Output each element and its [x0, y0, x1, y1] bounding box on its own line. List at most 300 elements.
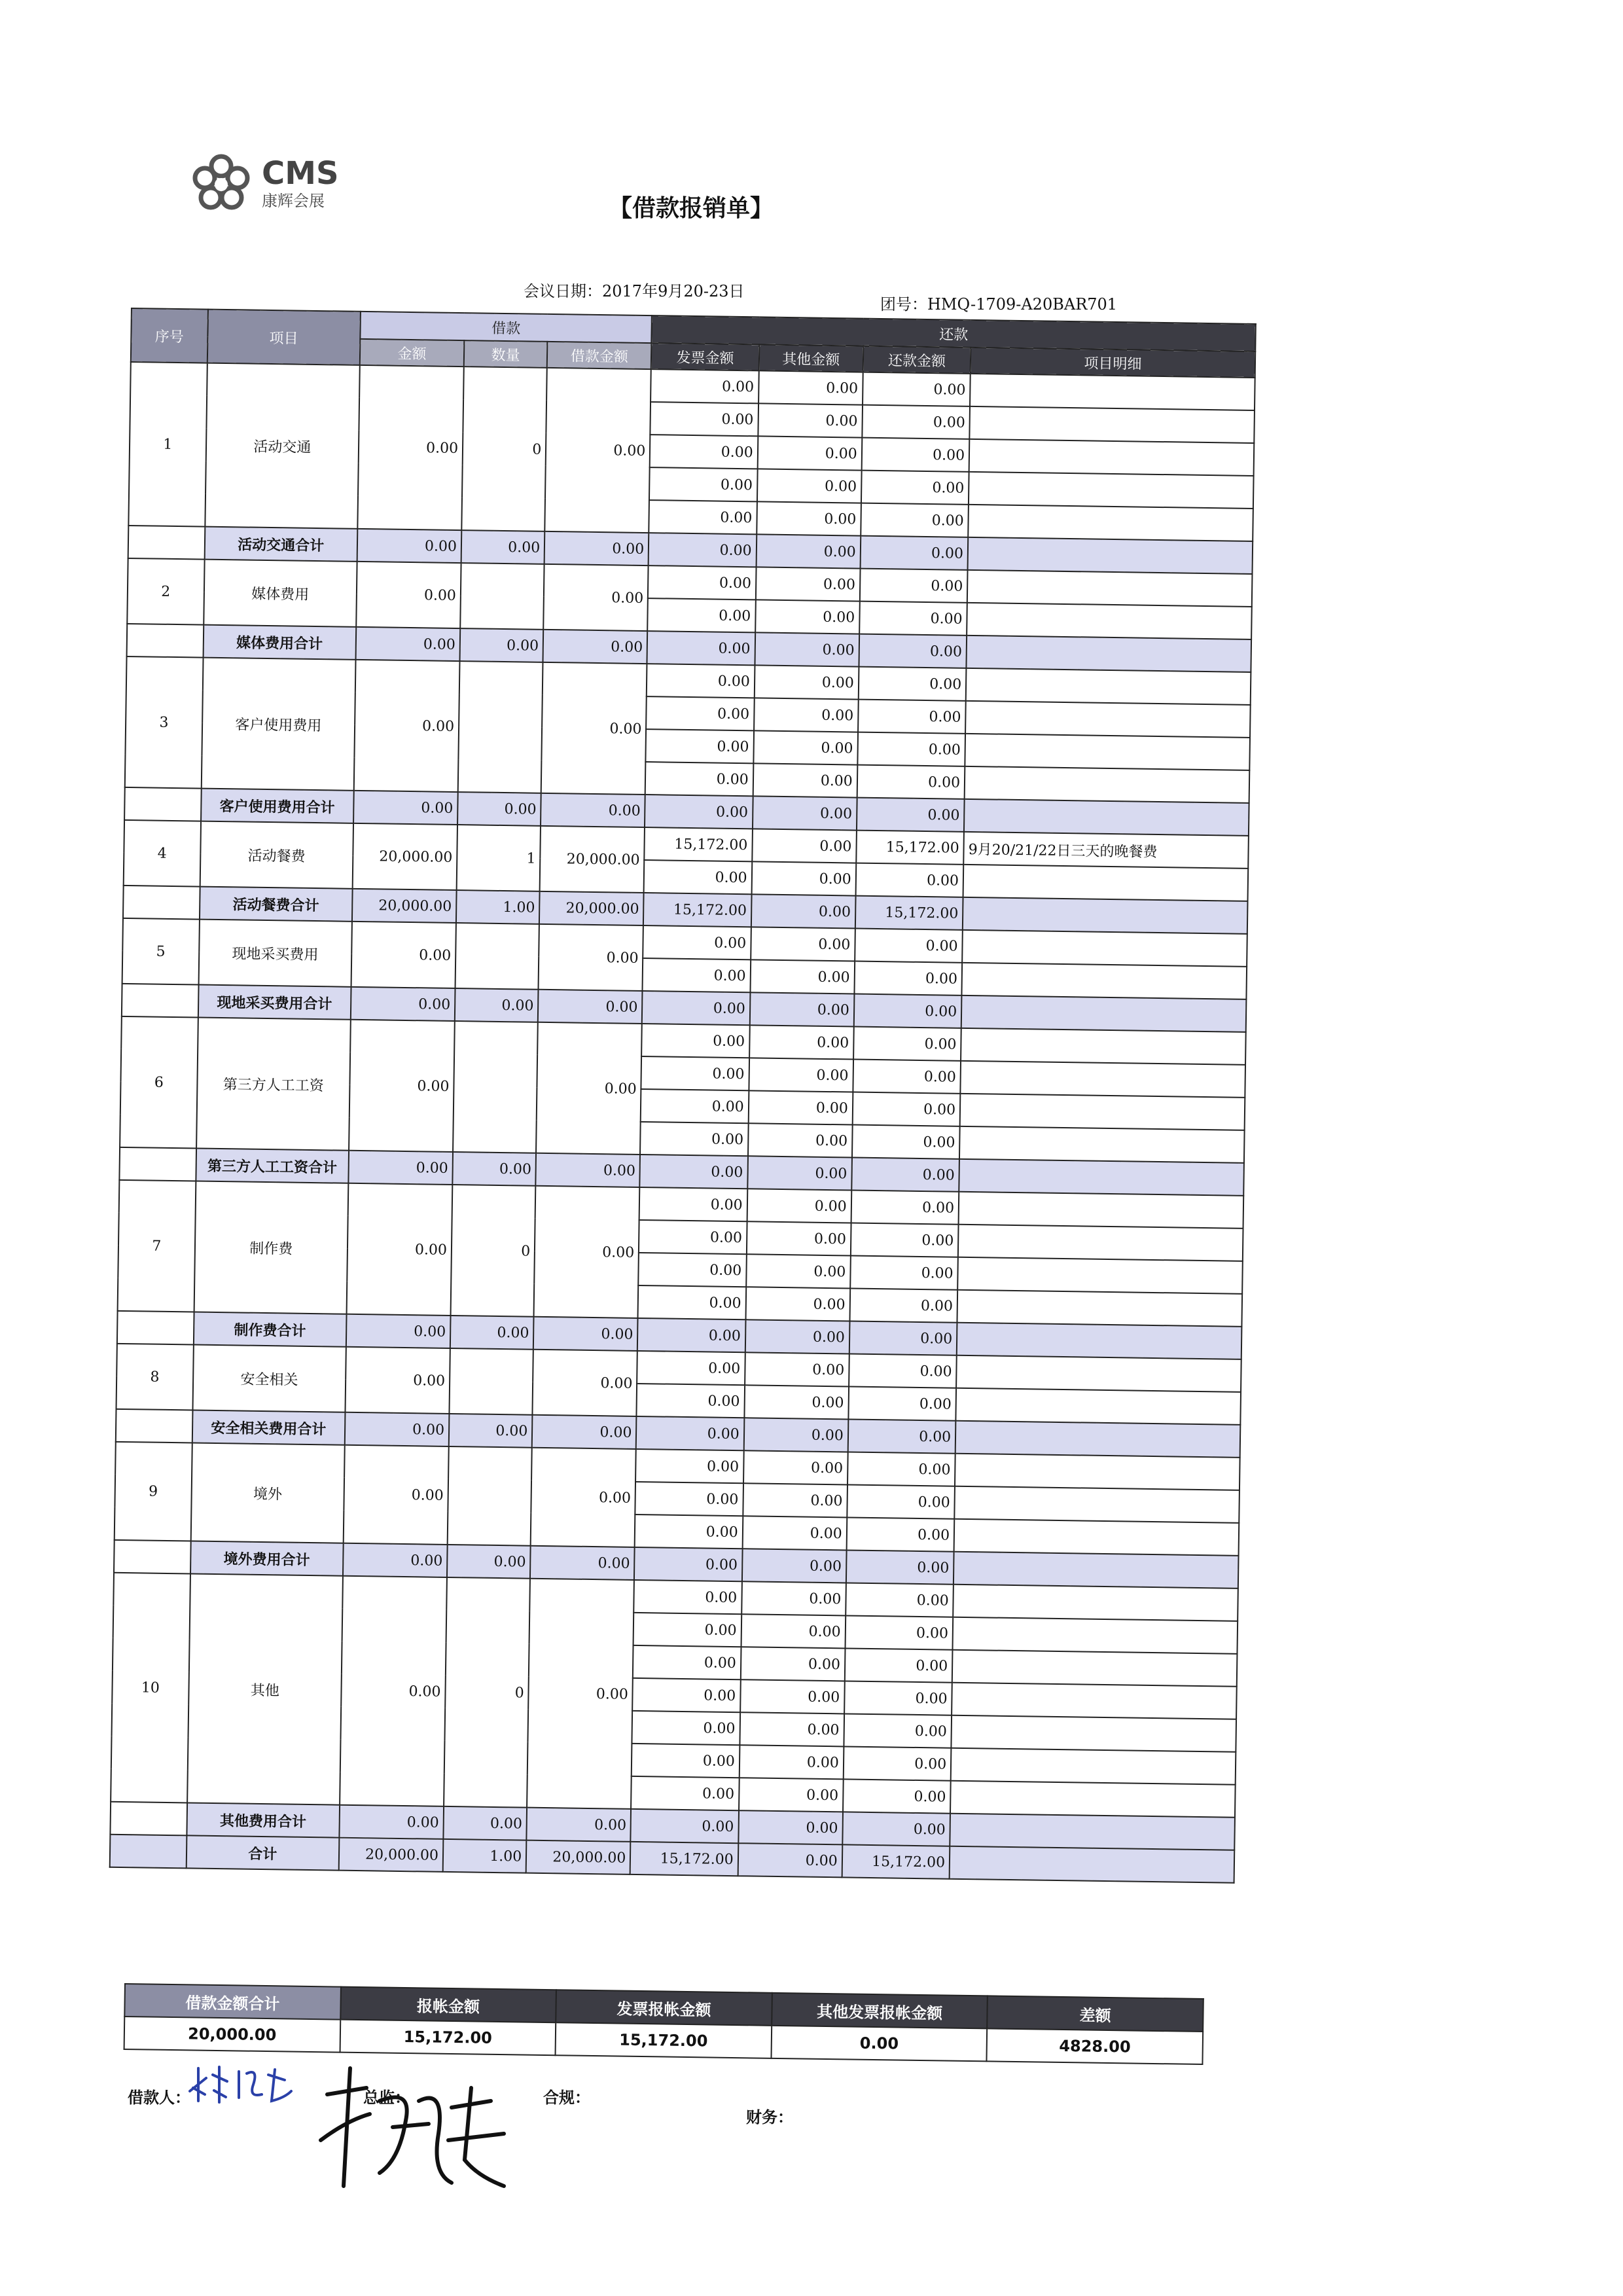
- row-invoice-amount: 0.00: [647, 664, 755, 698]
- summary-header: 发票报帐金额: [556, 1990, 772, 2026]
- row-other-amount: 0.00: [753, 730, 858, 764]
- row-repay-amount: 0.00: [843, 1746, 951, 1780]
- borrower-label: 借款人：: [128, 2089, 190, 2107]
- row-invoice-amount: 0.00: [633, 1613, 741, 1647]
- row-item: 境外: [190, 1443, 344, 1543]
- subtotal-loan-amount: 0.00: [536, 1153, 641, 1187]
- subtotal-invoice-amount: 0.00: [645, 795, 753, 829]
- meeting-date: 会议日期：2017年9月20-23日: [524, 282, 745, 300]
- summary-difference: 4828.00: [987, 2028, 1203, 2064]
- subtotal-qty: 0.00: [452, 1152, 536, 1186]
- header-qty: 数量: [464, 340, 548, 368]
- subtotal-blank: [123, 886, 200, 920]
- subtotal-qty: 0.00: [455, 988, 539, 1022]
- row-qty: [449, 1348, 533, 1415]
- subtotal-detail: [959, 1159, 1244, 1196]
- subtotal-other-amount: 0.00: [751, 894, 856, 928]
- row-detail: [967, 570, 1253, 607]
- subtotal-invoice-amount: 0.00: [642, 991, 750, 1025]
- subtotal-repay-amount: 0.00: [860, 536, 968, 570]
- summary-header: 差额: [988, 1996, 1204, 2032]
- summary-invoice-reimbursed: 15,172.00: [556, 2022, 772, 2058]
- total-other-amount: 0.00: [738, 1843, 842, 1877]
- header-amount: 金额: [360, 339, 465, 367]
- row-item: 活动交通: [205, 363, 360, 529]
- row-item: 安全相关: [192, 1344, 346, 1412]
- row-seq: 8: [116, 1344, 194, 1410]
- row-detail: [957, 1257, 1243, 1294]
- row-amount: 0.00: [354, 660, 460, 792]
- header-loan-amount: 借款金额: [547, 342, 652, 369]
- row-invoice-amount: 0.00: [633, 1645, 741, 1679]
- subtotal-amount: 0.00: [346, 1314, 451, 1348]
- row-other-amount: 0.00: [747, 1221, 851, 1255]
- row-detail: [952, 1650, 1238, 1687]
- row-invoice-amount: 0.00: [638, 1285, 746, 1319]
- row-repay-amount: 0.00: [851, 1223, 959, 1257]
- subtotal-loan-amount: 0.00: [541, 793, 645, 827]
- header-seq: 序号: [131, 308, 208, 363]
- subtotal-detail: [963, 897, 1248, 934]
- row-invoice-amount: 0.00: [646, 696, 754, 730]
- row-detail: [969, 439, 1255, 476]
- subtotal-invoice-amount: 15,172.00: [643, 893, 751, 927]
- row-other-amount: 0.00: [751, 861, 856, 895]
- row-detail: [961, 1028, 1246, 1065]
- subtotal-label: 现地采买费用合计: [198, 985, 351, 1020]
- subtotal-repay-amount: 0.00: [842, 1812, 950, 1846]
- row-invoice-amount: 0.00: [635, 1482, 743, 1516]
- row-other-amount: 0.00: [749, 1058, 853, 1092]
- row-loan-amount: 0.00: [533, 1350, 637, 1416]
- row-item: 媒体费用: [204, 560, 357, 627]
- subtotal-qty: 0.00: [460, 628, 544, 662]
- row-other-amount: 0.00: [739, 1778, 844, 1812]
- row-loan-amount: 20,000.00: [540, 826, 645, 893]
- header-detail: 项目明细: [971, 348, 1255, 378]
- expense-table-body: [110, 362, 1255, 1883]
- row-other-amount: 0.00: [743, 1450, 848, 1484]
- summary-header: 报帐金额: [340, 1987, 556, 2023]
- row-amount: 0.00: [344, 1445, 449, 1545]
- subtotal-repay-amount: 0.00: [857, 798, 965, 832]
- subtotal-qty: 0.00: [449, 1414, 533, 1448]
- row-other-amount: 0.00: [741, 1614, 846, 1648]
- row-invoice-amount: 0.00: [641, 1056, 749, 1090]
- row-repay-amount: 0.00: [847, 1452, 955, 1486]
- row-seq: 10: [111, 1573, 190, 1803]
- row-repay-amount: 15,172.00: [856, 831, 964, 865]
- row-invoice-amount: 0.00: [637, 1384, 745, 1418]
- row-repay-amount: 0.00: [855, 929, 963, 963]
- total-label: 合计: [186, 1835, 339, 1870]
- subtotal-invoice-amount: 0.00: [634, 1547, 742, 1581]
- total-blank: [110, 1835, 187, 1869]
- row-repay-amount: 0.00: [859, 601, 967, 636]
- row-invoice-amount: 0.00: [650, 435, 758, 469]
- row-repay-amount: 0.00: [850, 1255, 958, 1289]
- subtotal-repay-amount: 0.00: [849, 1321, 957, 1355]
- row-invoice-amount: 15,172.00: [645, 827, 753, 861]
- row-detail: [954, 1486, 1240, 1523]
- row-repay-amount: 0.00: [847, 1484, 955, 1518]
- subtotal-other-amount: 0.00: [756, 534, 861, 568]
- subtotal-qty: 1.00: [456, 890, 540, 924]
- row-invoice-amount: 0.00: [644, 860, 752, 894]
- subtotal-label: 安全相关费用合计: [192, 1410, 345, 1444]
- row-detail: [960, 1094, 1245, 1130]
- row-repay-amount: 0.00: [863, 372, 971, 406]
- subtotal-blank: [127, 624, 204, 658]
- row-seq: 5: [122, 918, 200, 985]
- subtotal-repay-amount: 0.00: [854, 994, 962, 1028]
- subtotal-repay-amount: 0.00: [847, 1419, 955, 1453]
- row-invoice-amount: 0.00: [651, 369, 758, 403]
- row-repay-amount: 0.00: [858, 700, 966, 734]
- subtotal-label: 活动交通合计: [204, 527, 357, 562]
- row-other-amount: 0.00: [742, 1516, 847, 1550]
- total-qty: 1.00: [443, 1839, 527, 1873]
- row-invoice-amount: 0.00: [635, 1515, 743, 1549]
- row-repay-amount: 0.00: [857, 765, 965, 799]
- row-amount: 0.00: [345, 1347, 450, 1414]
- row-repay-amount: 0.00: [853, 1027, 961, 1061]
- document-title: 【借款报销单】: [609, 194, 774, 222]
- subtotal-amount: 0.00: [343, 1543, 448, 1577]
- logo-subtitle: 康辉会展: [262, 192, 325, 210]
- row-repay-amount: 0.00: [854, 961, 962, 996]
- header-other-amount: 其他金额: [758, 344, 863, 372]
- row-seq: 7: [118, 1180, 196, 1312]
- row-loan-amount: 0.00: [543, 564, 648, 631]
- row-loan-amount: 0.00: [534, 1186, 640, 1318]
- row-qty: [453, 1021, 538, 1153]
- row-repay-amount: 0.00: [845, 1615, 953, 1649]
- subtotal-qty: 0.00: [461, 530, 545, 564]
- row-detail: [970, 374, 1255, 410]
- row-detail: [954, 1519, 1240, 1556]
- subtotal-loan-amount: 0.00: [527, 1808, 632, 1842]
- row-repay-amount: 0.00: [859, 667, 967, 701]
- row-repay-amount: 0.00: [848, 1386, 956, 1420]
- subtotal-invoice-amount: 0.00: [636, 1416, 744, 1450]
- total-amount: 20,000.00: [339, 1838, 444, 1872]
- row-detail: [966, 668, 1251, 705]
- row-repay-amount: 0.00: [849, 1288, 957, 1322]
- row-other-amount: 0.00: [757, 501, 861, 535]
- row-seq: 6: [120, 1016, 198, 1149]
- row-seq: 9: [115, 1442, 192, 1541]
- header-repay-amount: 还款金额: [863, 346, 971, 374]
- row-invoice-amount: 0.00: [640, 1122, 748, 1156]
- row-detail: [952, 1683, 1237, 1719]
- row-seq: 1: [128, 362, 207, 527]
- row-loan-amount: 0.00: [541, 662, 647, 795]
- subtotal-label: 其他费用合计: [187, 1803, 340, 1837]
- summary-loan-total: 20,000.00: [124, 2017, 340, 2053]
- row-detail: [953, 1585, 1238, 1621]
- subtotal-blank: [122, 984, 198, 1018]
- header-loan: 借款: [360, 312, 652, 343]
- subtotal-loan-amount: 0.00: [532, 1415, 637, 1449]
- subtotal-detail: [967, 636, 1252, 672]
- subtotal-other-amount: 0.00: [755, 632, 859, 666]
- row-invoice-amount: 0.00: [631, 1776, 739, 1810]
- subtotal-label: 活动餐费合计: [200, 887, 353, 922]
- row-other-amount: 0.00: [748, 1123, 853, 1157]
- subtotal-invoice-amount: 0.00: [640, 1155, 748, 1189]
- row-qty: [460, 563, 544, 630]
- total-repay-amount: 15,172.00: [842, 1844, 950, 1878]
- row-seq: 2: [127, 558, 204, 625]
- row-invoice-amount: 0.00: [648, 565, 756, 600]
- row-item: 第三方人工工资: [196, 1018, 351, 1151]
- subtotal-qty: 0.00: [450, 1316, 534, 1350]
- row-repay-amount: 0.00: [853, 1060, 961, 1094]
- row-qty: 1: [457, 825, 541, 891]
- subtotal-qty: 0.00: [443, 1806, 527, 1840]
- subtotal-loan-amount: 20,000.00: [539, 891, 644, 925]
- row-other-amount: 0.00: [754, 698, 859, 732]
- header-item: 项目: [207, 310, 360, 365]
- row-detail: [963, 865, 1249, 901]
- row-qty: 0: [461, 367, 547, 531]
- row-detail: [958, 1225, 1243, 1261]
- row-amount: 0.00: [340, 1576, 447, 1806]
- subtotal-other-amount: 0.00: [738, 1810, 843, 1844]
- row-loan-amount: 0.00: [539, 924, 643, 991]
- row-other-amount: 0.00: [755, 600, 860, 634]
- subtotal-amount: 0.00: [357, 529, 462, 563]
- row-invoice-amount: 0.00: [639, 1187, 747, 1221]
- row-invoice-amount: 0.00: [632, 1711, 740, 1745]
- row-repay-amount: 0.00: [849, 1354, 957, 1388]
- row-detail: [952, 1715, 1237, 1752]
- row-loan-amount: 0.00: [536, 1022, 642, 1155]
- subtotal-other-amount: 0.00: [749, 992, 854, 1026]
- header-repay: 还款: [652, 315, 1256, 351]
- subtotal-qty: 0.00: [457, 792, 541, 826]
- row-invoice-amount: 0.00: [649, 500, 757, 534]
- row-detail: [953, 1617, 1238, 1654]
- gm-signature: [308, 2062, 524, 2199]
- subtotal-detail: [957, 1323, 1242, 1359]
- row-repay-amount: 0.00: [861, 438, 969, 472]
- subtotal-repay-amount: 15,172.00: [855, 896, 963, 930]
- summary-container: [124, 1983, 1204, 2065]
- summary-reimbursed: 15,172.00: [340, 2020, 556, 2056]
- total-detail: [950, 1846, 1235, 1883]
- row-other-amount: 0.00: [745, 1352, 849, 1386]
- subtotal-loan-amount: 0.00: [533, 1317, 638, 1351]
- row-item: 活动餐费: [200, 821, 353, 889]
- row-detail: [957, 1290, 1243, 1327]
- row-other-amount: 0.00: [741, 1581, 846, 1615]
- row-amount: 0.00: [349, 1020, 455, 1152]
- row-detail: [967, 603, 1252, 639]
- row-repay-amount: 0.00: [844, 1713, 952, 1748]
- row-other-amount: 0.00: [758, 370, 863, 404]
- subtotal-invoice-amount: 0.00: [637, 1318, 745, 1352]
- row-item: 制作费: [194, 1181, 348, 1314]
- row-invoice-amount: 0.00: [649, 467, 757, 501]
- row-loan-amount: 0.00: [527, 1579, 634, 1809]
- subtotal-invoice-amount: 0.00: [631, 1809, 739, 1843]
- total-loan-amount: 20,000.00: [526, 1840, 631, 1874]
- row-repay-amount: 0.00: [860, 569, 968, 603]
- row-other-amount: 0.00: [740, 1679, 845, 1713]
- row-invoice-amount: 0.00: [632, 1678, 740, 1712]
- subtotal-loan-amount: 0.00: [543, 630, 648, 664]
- row-invoice-amount: 0.00: [648, 598, 756, 632]
- subtotal-repay-amount: 0.00: [851, 1158, 959, 1192]
- subtotal-blank: [117, 1311, 194, 1345]
- subtotal-amount: 0.00: [339, 1805, 444, 1839]
- subtotal-repay-amount: 0.00: [846, 1550, 954, 1584]
- row-repay-amount: 0.00: [851, 1191, 959, 1225]
- row-detail: [969, 406, 1255, 443]
- subtotal-blank: [124, 787, 201, 821]
- row-seq: 3: [125, 656, 203, 789]
- row-detail: [962, 963, 1247, 999]
- row-qty: [448, 1446, 532, 1546]
- total-invoice-amount: 15,172.00: [630, 1842, 738, 1876]
- subtotal-amount: 0.00: [353, 791, 458, 825]
- row-repay-amount: 0.00: [857, 732, 965, 766]
- row-detail: [969, 472, 1254, 509]
- row-invoice-amount: 0.00: [641, 1089, 749, 1123]
- summary-header: 其他发票报帐金额: [772, 1993, 988, 2029]
- row-loan-amount: 0.00: [531, 1448, 636, 1547]
- row-invoice-amount: 0.00: [634, 1580, 742, 1614]
- row-other-amount: 0.00: [747, 1189, 851, 1223]
- subtotal-blank: [119, 1147, 196, 1181]
- row-detail: [959, 1192, 1244, 1229]
- subtotal-amount: 0.00: [355, 627, 460, 661]
- row-invoice-amount: 0.00: [643, 925, 751, 960]
- row-qty: [458, 661, 543, 793]
- row-other-amount: 0.00: [739, 1745, 844, 1779]
- row-seq: 4: [124, 820, 201, 887]
- summary-table: [124, 1983, 1204, 2065]
- row-amount: 0.00: [346, 1183, 452, 1316]
- row-detail: [962, 930, 1247, 967]
- row-repay-amount: 0.00: [852, 1125, 960, 1159]
- row-repay-amount: 0.00: [843, 1779, 951, 1813]
- row-item: 现地采买费用: [198, 920, 352, 987]
- row-invoice-amount: 0.00: [639, 1253, 747, 1287]
- row-detail: [960, 1061, 1245, 1098]
- summary-header: 借款金额合计: [124, 1984, 340, 2020]
- row-detail: [956, 1388, 1241, 1425]
- row-qty: [455, 923, 540, 990]
- row-other-amount: 0.00: [751, 927, 855, 961]
- row-other-amount: 0.00: [749, 1025, 854, 1059]
- borrower-signature: [187, 2062, 304, 2108]
- subtotal-repay-amount: 0.00: [859, 634, 967, 668]
- company-logo: [190, 152, 339, 215]
- row-invoice-amount: 0.00: [637, 1351, 745, 1385]
- row-invoice-amount: 0.00: [632, 1744, 740, 1778]
- subtotal-other-amount: 0.00: [743, 1418, 848, 1452]
- subtotal-amount: 0.00: [348, 1151, 453, 1185]
- row-invoice-amount: 0.00: [639, 1220, 747, 1254]
- row-amount: 0.00: [357, 365, 464, 530]
- row-loan-amount: 0.00: [545, 368, 652, 533]
- row-qty: 0: [444, 1577, 530, 1808]
- row-detail: [965, 701, 1251, 738]
- subtotal-amount: 0.00: [351, 987, 455, 1021]
- row-detail: [955, 1454, 1240, 1490]
- expense-table-container: [109, 308, 1257, 1927]
- row-other-amount: 0.00: [750, 960, 855, 994]
- row-other-amount: 0.00: [756, 567, 861, 601]
- subtotal-detail: [954, 1552, 1239, 1588]
- row-detail: [951, 1748, 1236, 1785]
- subtotal-other-amount: 0.00: [753, 796, 857, 830]
- subtotal-other-amount: 0.00: [747, 1156, 852, 1190]
- row-invoice-amount: 0.00: [645, 762, 753, 796]
- subtotal-other-amount: 0.00: [742, 1549, 847, 1583]
- row-detail: [965, 766, 1250, 803]
- header-invoice-amount: 发票金额: [651, 343, 759, 370]
- subtotal-loan-amount: 0.00: [538, 990, 643, 1024]
- subtotal-detail: [968, 537, 1253, 574]
- row-detail: [968, 505, 1253, 541]
- subtotal-blank: [116, 1409, 192, 1443]
- row-invoice-amount: 0.00: [646, 729, 754, 763]
- row-other-amount: 0.00: [757, 436, 862, 470]
- row-amount: 20,000.00: [353, 823, 457, 890]
- row-repay-amount: 0.00: [845, 1648, 953, 1682]
- row-other-amount: 0.00: [744, 1385, 849, 1419]
- subtotal-invoice-amount: 0.00: [649, 533, 757, 567]
- expense-table: [109, 308, 1257, 1884]
- row-other-amount: 0.00: [743, 1483, 847, 1517]
- subtotal-amount: 20,000.00: [352, 889, 457, 923]
- row-repay-amount: 0.00: [862, 405, 970, 439]
- row-repay-amount: 0.00: [852, 1092, 960, 1126]
- compliance-label: 合规：: [543, 2089, 590, 2107]
- row-other-amount: 0.00: [746, 1254, 851, 1288]
- row-invoice-amount: 0.00: [641, 1024, 749, 1058]
- row-other-amount: 0.00: [758, 403, 863, 437]
- row-detail: [950, 1781, 1236, 1818]
- summary-other-invoice: 0.00: [771, 2026, 987, 2062]
- flower-logo-icon: [190, 152, 253, 215]
- subtotal-qty: 0.00: [447, 1545, 531, 1579]
- row-repay-amount: 0.00: [846, 1583, 954, 1617]
- row-other-amount: 0.00: [741, 1647, 846, 1681]
- group-number: 团号：HMQ-1709-A20BAR701: [880, 295, 1118, 314]
- row-invoice-amount: 0.00: [643, 958, 751, 992]
- subtotal-blank: [110, 1802, 187, 1836]
- subtotal-label: 客户使用费用合计: [201, 789, 354, 823]
- finance-label: 财务：: [746, 2108, 793, 2126]
- subtotal-blank: [114, 1540, 190, 1574]
- subtotal-label: 第三方人工工资合计: [196, 1149, 349, 1183]
- subtotal-loan-amount: 0.00: [544, 531, 649, 565]
- subtotal-label: 境外费用合计: [190, 1541, 344, 1575]
- row-other-amount: 0.00: [745, 1287, 850, 1321]
- row-detail: [965, 734, 1250, 770]
- row-repay-amount: 0.00: [861, 503, 969, 537]
- row-detail: [956, 1355, 1241, 1392]
- gm-label: 总监：: [363, 2089, 410, 2107]
- subtotal-detail: [964, 799, 1249, 836]
- subtotal-detail: [961, 996, 1247, 1032]
- logo-name: CMS: [262, 155, 339, 192]
